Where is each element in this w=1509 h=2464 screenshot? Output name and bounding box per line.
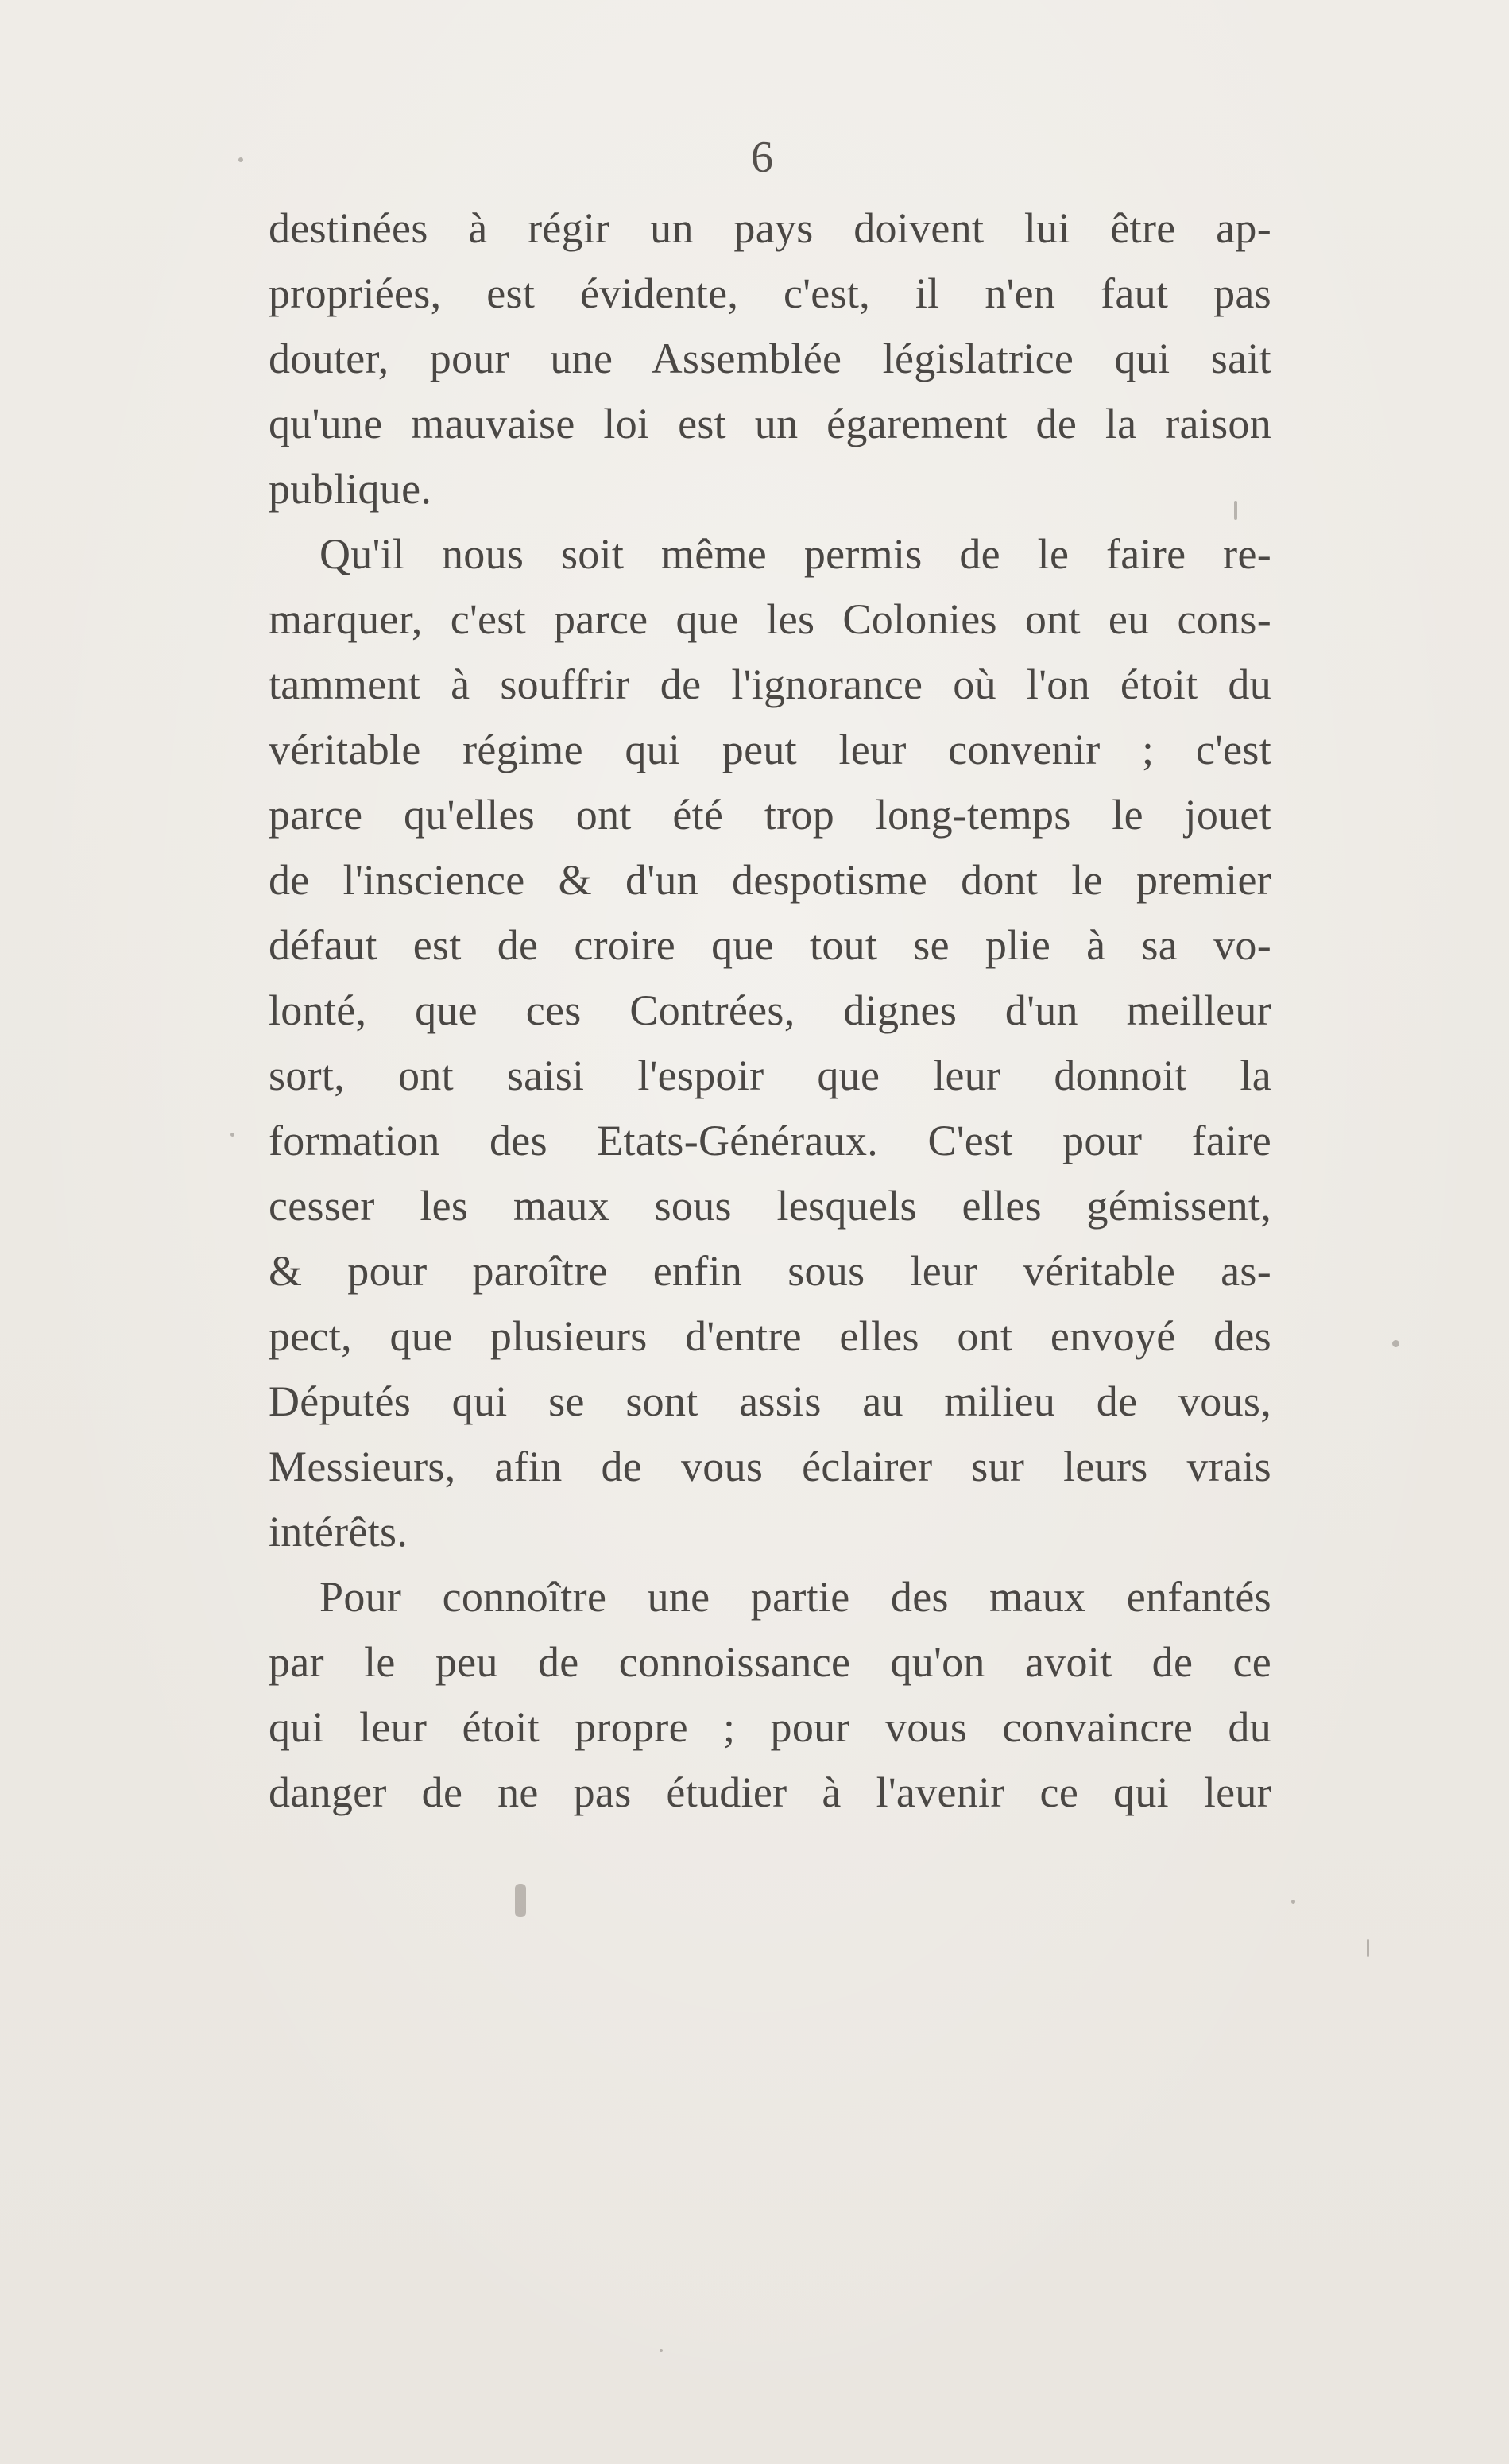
- page-number: 6: [751, 133, 773, 182]
- text-line: & pour paroître enfin sous leur véritable as-: [269, 1247, 1271, 1295]
- text-line: tamment à souffrir de l'ignorance où l'on étoit du: [269, 661, 1271, 708]
- paper-speck: [1234, 501, 1237, 520]
- text-line: sort, ont saisi l'espoir que leur donnoit la: [269, 1052, 1271, 1099]
- paper-speck: [1367, 1939, 1369, 1957]
- text-line: propriées, est évidente, c'est, il n'en faut pas: [269, 269, 1271, 317]
- text-line: lonté, que ces Contrées, dignes d'un meilleur: [269, 986, 1271, 1034]
- ink-blot: [515, 1884, 526, 1917]
- paper-speck: [1392, 1340, 1399, 1347]
- text-line: pect, que plusieurs d'entre elles ont envoyé des: [269, 1312, 1271, 1360]
- text-line: Pour connoître une partie des maux enfantés: [319, 1573, 1271, 1621]
- paper-speck: [660, 2349, 663, 2352]
- text-line: qu'une mauvaise loi est un égarement de la raison: [269, 400, 1271, 447]
- text-line: défaut est de croire que tout se plie à sa vo-: [269, 921, 1271, 969]
- text-line: véritable régime qui peut leur convenir ; c'est: [269, 726, 1271, 773]
- text-line: douter, pour une Assemblée législatrice qui sait: [269, 335, 1271, 382]
- paper-speck: [1291, 1900, 1295, 1904]
- text-line: qui leur étoit propre ; pour vous convaincre du: [269, 1703, 1271, 1751]
- text-line: destinées à régir un pays doivent lui être ap-: [269, 204, 1271, 252]
- text-line: danger de ne pas étudier à l'avenir ce qui leur: [269, 1769, 1271, 1816]
- text-line: formation des Etats-Généraux. C'est pour faire: [269, 1117, 1271, 1164]
- text-line: parce qu'elles ont été trop long-temps le jouet: [269, 791, 1271, 839]
- text-line: Qu'il nous soit même permis de le faire re-: [319, 530, 1271, 578]
- text-line: de l'inscience & d'un despotisme dont le premier: [269, 856, 1271, 904]
- text-line: cesser les maux sous lesquels elles gémissent,: [269, 1182, 1271, 1230]
- text-line: Députés qui se sont assis au milieu de vous,: [269, 1377, 1271, 1425]
- body-text: [269, 196, 1271, 1825]
- text-line: marquer, c'est parce que les Colonies ont eu cons-: [269, 595, 1271, 643]
- text-line: par le peu de connoissance qu'on avoit de ce: [269, 1638, 1271, 1686]
- text-line: publique.: [269, 465, 432, 513]
- paper-speck: [238, 157, 243, 162]
- paper-speck: [230, 1133, 234, 1137]
- text-line: intérêts.: [269, 1508, 408, 1555]
- text-line: Messieurs, afin de vous éclairer sur leurs vrais: [269, 1443, 1271, 1490]
